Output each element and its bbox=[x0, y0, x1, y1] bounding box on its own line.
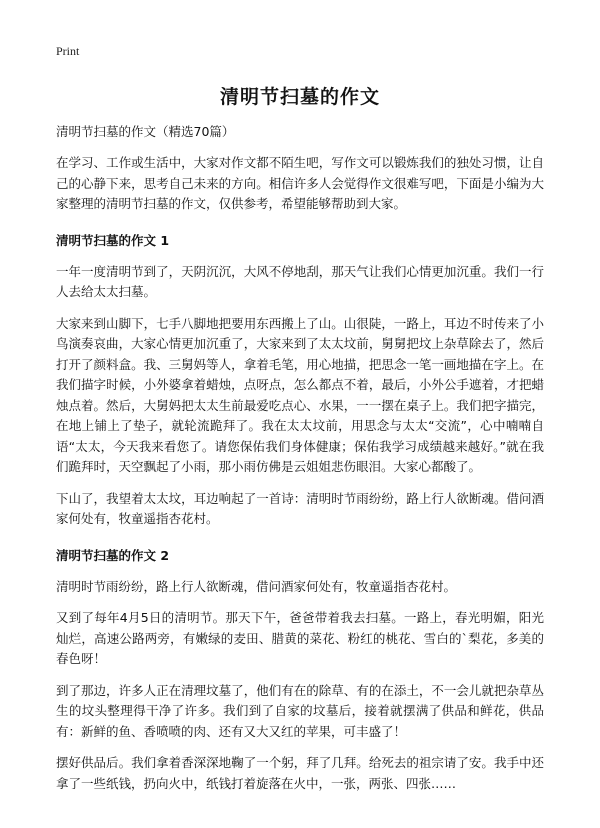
section-1-paragraph-3: 下山了，我望着太太坟，耳边响起了一首诗：清明时节雨纷纷，路上行人欲断魂。借问酒家何处有，牧童遥指杏花村。 bbox=[56, 490, 544, 526]
section-heading-2: 清明节扫墓的作文 2 bbox=[56, 547, 170, 563]
page-title: 清明节扫墓的作文 bbox=[219, 86, 380, 108]
subtitle: 清明节扫墓的作文（精选70篇） bbox=[56, 124, 235, 139]
section-1-paragraph-2: 大家来到山脚下，七手八脚地把要用东西搬上了山。山很陡，一路上，耳边不时传来了小鸟演奏哀曲，大家心情更加沉重了，大家来到了太太坟前，舅舅把坟上杂草除去了，然后打开了颜料盒。我、三舅妈等人，拿着毛笔，用心地描，把思念一笔一画地描在字上。在我们描字时候，小外婆拿着蜡烛，点呀点，怎么都点不着，最后，小外公手遮着，才把蜡烛点着。然后，大舅妈把太太生前最爱吃点心、水果，一一摆在桌子上。我们把字描完，在地上铺上了垫子，就轮流跪拜了。我在太太坟前，用思念与太太“交流”，心中喃喃自语“太太，今天我来看您了。请您保佑我们身体健康；保佑我学习成绩越来越好。”就在我们跪拜时，天空飘起了小雨，那小雨仿佛是云姐姐悲伤眼泪。大家心都酸了。 bbox=[56, 315, 544, 474]
print-link[interactable]: Print bbox=[56, 44, 80, 58]
section-2-paragraph-1: 清明时节雨纷纷，路上行人欲断魂，借问酒家何处有，牧童遥指杏花村。 bbox=[56, 578, 457, 594]
section-2-paragraph-3: 到了那边，许多人正在清理坟墓了，他们有在的除草、有的在添土，不一会儿就把杂草丛生的坟头整理得干净了许多。我们到了自家的坟墓后，接着就摆满了供品和鲜花，供品有：新鲜的鱼、香喷喷的肉、还有又大又红的苹果，可丰盛了！ bbox=[56, 682, 544, 739]
intro-paragraph: 在学习、工作或生活中，大家对作文都不陌生吧，写作文可以锻炼我们的独处习惯，让自己的心静下来，思考自己未来的方向。相信许多人会觉得作文很难写吧，下面是小编为大家整理的清明节扫墓的作文，仅供参考，希望能够帮助到大家。 bbox=[56, 155, 544, 211]
section-1-paragraph-1: 一年一度清明节到了，天阴沉沉，大风不停地刮，那天气让我们心情更加沉重。我们一行人去给太太扫墓。 bbox=[56, 263, 544, 299]
section-2-paragraph-2: 又到了每年4月5日的清明节。那天下午，爸爸带着我去扫墓。一路上，春光明媚，阳光灿烂，高速公路两旁，有嫩绿的麦田、腊黄的菜花、粉红的桃花、雪白的`梨花，多美的春色呀！ bbox=[56, 610, 544, 666]
section-2-paragraph-4: 摆好供品后。我们拿着香深深地鞠了一个躬，拜了几拜。给死去的祖宗请了安。我手中还拿了一些纸钱，扔向火中，纸钱打着旋落在火中，一张，两张、四张…… bbox=[56, 755, 544, 791]
section-heading-1: 清明节扫墓的作文 1 bbox=[56, 232, 170, 248]
